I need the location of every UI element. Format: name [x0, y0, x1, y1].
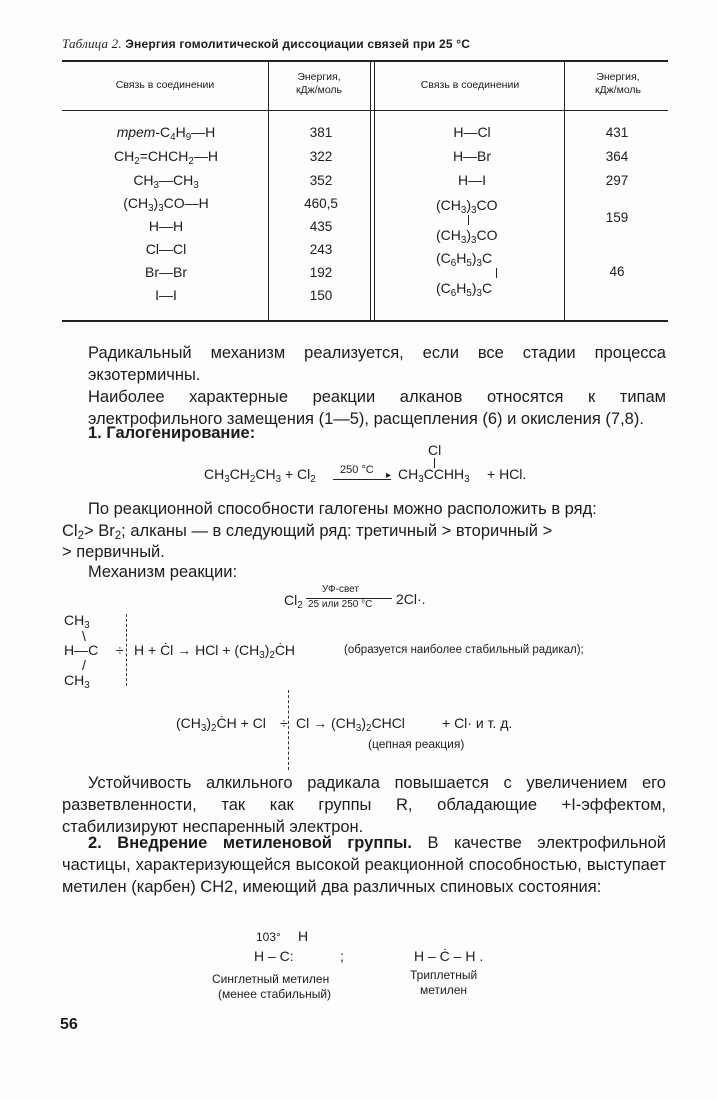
step2-cut-mark: ÷	[280, 715, 288, 731]
triplet-methylene-structure: H – Ċ – H .	[414, 948, 484, 964]
left-bond-row-4: $(CH_3)_3CO—H$	[123, 195, 209, 214]
left-energy-row-8: 150	[309, 288, 333, 303]
table-caption	[62, 36, 470, 52]
right-bond-row-3: H—I	[458, 172, 486, 188]
left-bond-row-8: I—I	[155, 287, 177, 303]
step1-main: H—C	[64, 642, 99, 658]
left-bond-row-3: $CH_3—CH_3$	[133, 172, 199, 191]
step2-cut-line	[288, 690, 289, 770]
step1-bond-bottom: /	[82, 657, 86, 673]
left-bond-row-2: $CH_2=CHCH_2—H$	[114, 148, 218, 167]
halogenation-arrowhead: ▸	[386, 470, 392, 481]
singlet-methylene-structure: H – C:	[254, 948, 294, 964]
step1-equation: H + Ċl → HCl + $(CH_3)_2ĊH$	[134, 642, 296, 661]
right-bond-row-2: H—Br	[452, 148, 492, 164]
halogenation-equation: $CH_3CH_2CH_3 + Cl_2$	[204, 466, 316, 485]
table-col-rule-2a	[370, 60, 371, 320]
paragraph-mechanism: Радикальный механизм реализуется, если все стадии процесса экзотермичны.	[88, 344, 666, 384]
singlet-methylene-label-2: (менее стабильный)	[218, 987, 332, 1001]
step1-ch3-top: $CH_3$	[64, 612, 90, 631]
halogenation-product-cl: Cl	[428, 442, 442, 458]
step1-cut-mark: ÷	[116, 642, 124, 658]
step1-note: (образуется наиболее стабильный радикал);	[344, 644, 584, 656]
paragraph-reactivity-3: > первичный.	[62, 543, 165, 561]
table-bottom-rule	[62, 320, 668, 322]
paragraph-reactivity: По реакционной способности галогены можно расположить в ряд:	[88, 500, 597, 518]
singlet-methylene-h-top: H	[298, 928, 309, 944]
left-energy-row-2: 322	[309, 149, 333, 164]
halogenation-arrow	[333, 479, 391, 480]
initiation-condition-top: УФ-свет	[322, 584, 359, 595]
right-bond-row-5: $(C_6H_5)_3C$ $(C_6H_5)_3C$	[436, 248, 497, 298]
left-bond-row-1: трет-$C_4H_9—H$	[116, 124, 216, 143]
halogenation-product: $CH_3CCHH_3$	[398, 466, 470, 485]
step1-ch3-bottom: $CH_3$	[64, 672, 90, 691]
left-bond-row-6: Cl—Cl	[145, 241, 187, 257]
step1-cut-line	[126, 614, 127, 686]
left-energy-row-1: 381	[309, 125, 333, 140]
methylene-angle: 103°	[256, 930, 281, 944]
right-bond-row-4: $(CH_3)_3CO$ $(CH_3)_3CO$	[436, 197, 498, 246]
step2-note: (цепная реакция)	[368, 737, 465, 751]
singlet-methylene-separator: ;	[340, 948, 344, 964]
left-energy-row-3: 352	[309, 173, 333, 188]
header-energy-right: Энергия, кДж/моль	[594, 71, 642, 96]
right-bond-row-1: H—Cl	[453, 124, 491, 140]
paragraph-reactions: Наиболее характерные реакции алканов относятся к типам электрофильного замещения (1—5), расщепления (6) и окисления (7,8).	[88, 388, 666, 428]
table-caption-label: Таблица 2.	[62, 36, 122, 51]
paragraph-reactivity-2: $Cl_2> Br_2$; алканы — в следующий ряд: третичный > вторичный >	[62, 522, 553, 542]
header-bond-left: Связь в соединении	[115, 79, 215, 91]
left-bond-row-7: Br—Br	[145, 264, 187, 280]
left-energy-row-6: 243	[309, 242, 333, 257]
left-energy-row-4: 460,5	[304, 196, 338, 211]
halogenation-product-tail: + HCl.	[487, 466, 527, 482]
right-energy-row-4: 159	[605, 210, 629, 225]
paragraph-mechanism-label: Механизм реакции:	[88, 563, 238, 581]
header-energy-left: Энергия, кДж/моль	[295, 71, 343, 96]
step2-tail: + Cl· и т. д.	[442, 715, 513, 731]
heading-halogenation: 1. Галогенирование:	[88, 424, 256, 442]
initiation-product: 2Cl·.	[396, 591, 426, 607]
left-bond-row-5: H—H	[148, 218, 184, 234]
table-col-rule-3	[564, 60, 565, 320]
step1-bond-top: \	[82, 628, 86, 644]
table-col-rule-1	[268, 60, 269, 320]
right-energy-row-3: 297	[605, 173, 629, 188]
right-energy-row-2: 364	[605, 149, 629, 164]
halogenation-condition: 250 °С	[340, 464, 374, 476]
initiation-condition-bottom: 25 или 250 °С	[308, 599, 373, 610]
left-energy-row-7: 192	[309, 265, 333, 280]
right-energy-row-1: 431	[605, 125, 629, 140]
table-col-rule-2b	[374, 60, 375, 320]
singlet-methylene-label-1: Синглетный метилен	[212, 972, 330, 986]
triplet-methylene-label-1: Триплетный	[410, 968, 478, 982]
paragraph-methylene: 2. Внедрение метиленовой группы. В качестве электрофильной частицы, характеризующейся высокой реакционной способностью, выступает метилен (карбен) CH2, имеющий два различных спиновых состояния:	[62, 834, 666, 896]
header-bond-right: Связь в соединении	[420, 79, 520, 91]
paragraph-stability: Устойчивость алкильного радикала повышается с увеличением его разветвленности, так как группы R, обладающие +I-эффектом, стабилизируют неспаренный электрон.	[62, 774, 666, 836]
left-energy-row-5: 435	[309, 219, 333, 234]
table-caption-text: Энергия гомолитической диссоциации связей при 25 °С	[125, 37, 471, 51]
table-header-rule	[62, 110, 668, 111]
page-number: 56	[60, 1016, 78, 1033]
step2-right: $Cl \to (CH_3)_2CHCl$	[296, 715, 405, 734]
step2-left: $(CH_3)_2ĊH + Cl$	[176, 715, 266, 734]
initiation-reactant: $Cl_2$	[284, 592, 303, 611]
triplet-methylene-label-2: метилен	[420, 983, 468, 997]
right-energy-row-5: 46	[609, 264, 625, 279]
table-top-rule	[62, 60, 668, 62]
